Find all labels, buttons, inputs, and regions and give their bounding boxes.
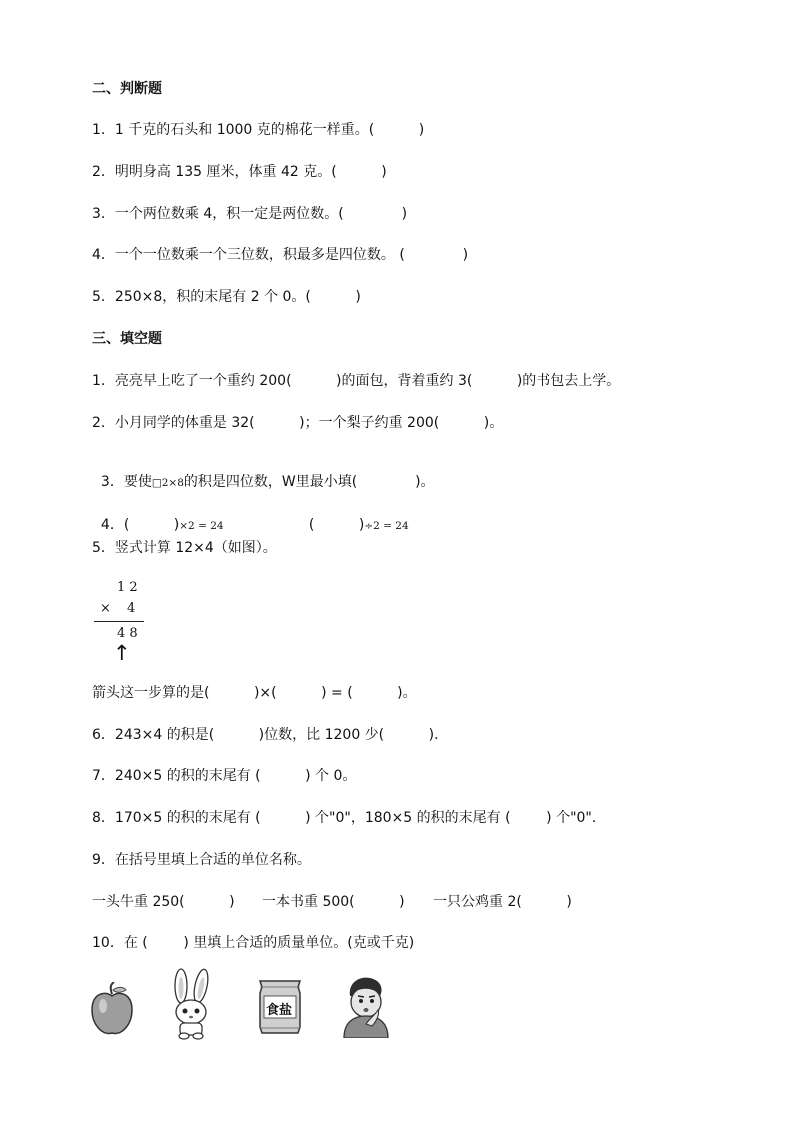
vertical-multiplier: 4	[127, 601, 136, 616]
q9-item-book: 一本书重 500( )	[262, 894, 405, 910]
fill-question-9: 9．在括号里填上合适的单位名称。	[92, 852, 311, 868]
thinking-boy-icon	[336, 974, 392, 1038]
fill-question-10: 10．在 ( ) 里填上合适的质量单位。(克或千克)	[92, 935, 415, 951]
apple-icon	[88, 982, 136, 1038]
salt-bag-label: 食盐	[266, 1003, 293, 1018]
fill-question-4-left	[92, 498, 224, 535]
vertical-rule	[94, 621, 144, 622]
vertical-multiplicand: 1 2	[117, 580, 138, 595]
section-3-heading: 三、填空题	[92, 331, 162, 347]
q9-item-rooster: 一只公鸡重 2( )	[433, 894, 572, 910]
judgement-question-2: 2．明明身高 135 厘米，体重 42 克。( )	[92, 164, 387, 180]
fill-question-4-right	[300, 498, 409, 535]
fill-question-3	[92, 455, 435, 492]
fill-question-5: 5．竖式计算 12×4（如图）。	[92, 540, 277, 556]
judgement-question-4: 4．一个一位数乘一个三位数，积最多是四位数。 ( )	[92, 247, 469, 263]
q3-formula: □2×8	[151, 477, 184, 489]
up-arrow-icon: ↑	[113, 641, 131, 665]
vertical-operator: ×	[100, 601, 111, 616]
rabbit-icon	[166, 968, 216, 1040]
q9-item-cow: 一头牛重 250( )	[92, 894, 235, 910]
fill-question-6: 6．243×4 的积是( )位数，比 1200 少( )．	[92, 727, 449, 743]
fill-question-5-followup: 箭头这一步算的是( )×( ) = ( )。	[92, 685, 417, 701]
q4-left-formula: ×2 = 24	[179, 520, 224, 532]
fill-question-2: 2．小月同学的体重是 32( )；一个梨子约重 200( )。	[92, 415, 504, 431]
q4-right-formula: ÷2 = 24	[364, 520, 409, 532]
fill-question-1: 1．亮亮早上吃了一个重约 200( )的面包，背着重约 3( )的书包去上学。	[92, 373, 621, 389]
fill-question-8: 8．170×5 的积的末尾有 ( ) 个"0"，180×5 的积的末尾有 ( ) 个"0"．	[92, 810, 606, 826]
fill-question-7: 7．240×5 的积的末尾有 ( ) 个 0。	[92, 768, 357, 784]
q4-right-paren: ( )	[308, 517, 365, 533]
q3-suffix: 的积是四位数，W里最小填( )。	[183, 474, 435, 490]
salt-bag	[256, 977, 304, 1037]
q3-prefix: 3．要使	[100, 474, 152, 490]
vertical-result: 4 8	[117, 626, 138, 641]
q4-left-paren: 4．( )	[100, 517, 180, 533]
section-2-heading: 二、判断题	[92, 81, 162, 97]
judgement-question-1: 1．1 千克的石头和 1000 克的棉花一样重。( )	[92, 122, 425, 138]
judgement-question-5: 5．250×8，积的末尾有 2 个 0。( )	[92, 289, 361, 305]
judgement-question-3: 3．一个两位数乘 4，积一定是两位数。( )	[92, 206, 408, 222]
